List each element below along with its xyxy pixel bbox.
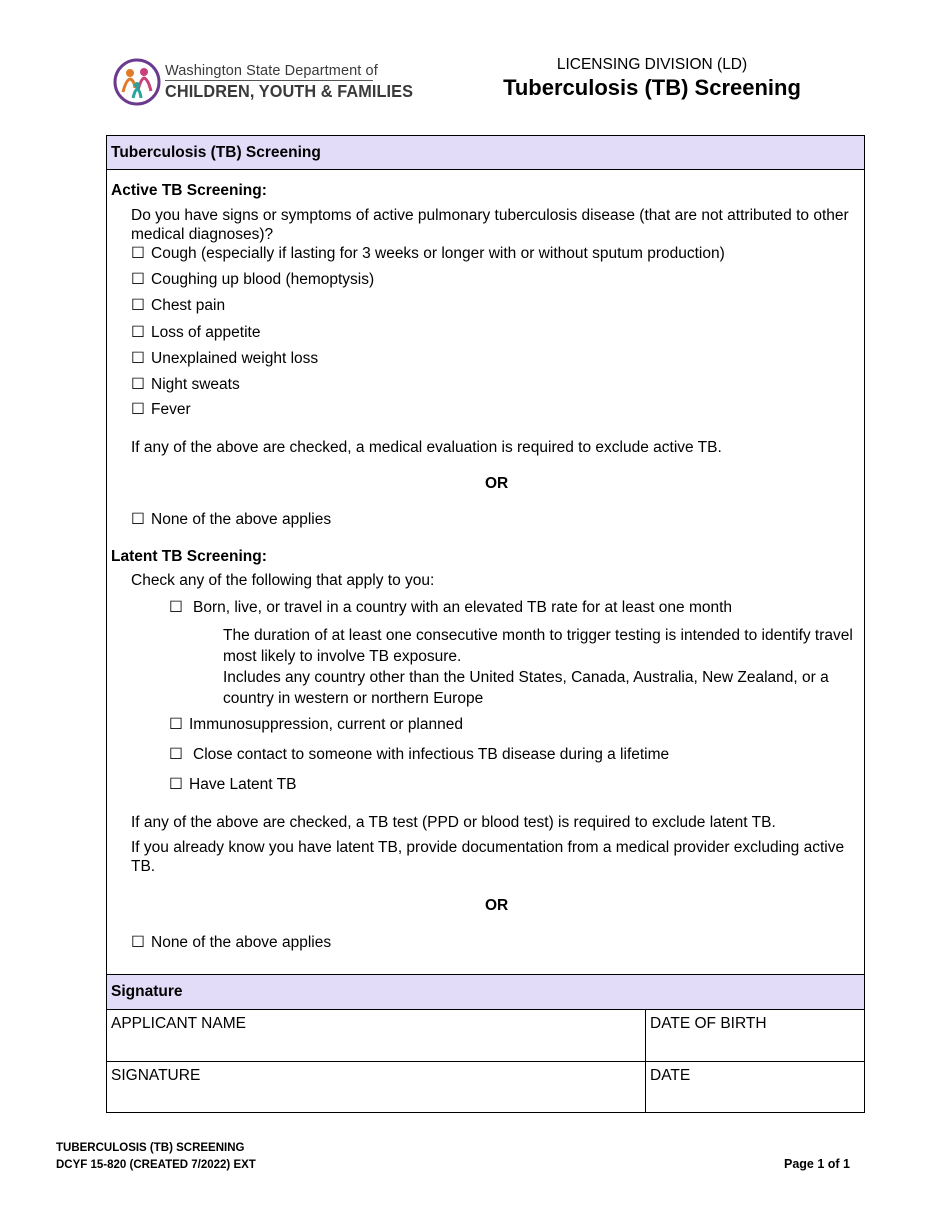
signature-row-1 xyxy=(107,1009,864,1061)
footer-title: TUBERCULOSIS (TB) SCREENING xyxy=(56,1142,245,1154)
active-tb-note: If any of the above are checked, a medical evaluation is required to exclude active TB. xyxy=(131,439,722,456)
division-label: LICENSING DIVISION (LD) xyxy=(556,56,748,73)
checkbox-icon[interactable]: ☐ xyxy=(131,324,145,341)
checkbox-icon[interactable]: ☐ xyxy=(131,401,145,418)
symptom-label: Night sweats xyxy=(151,376,240,393)
footer-form-id xyxy=(56,1140,256,1174)
none-applies-label: None of the above applies xyxy=(151,934,332,951)
country-note-duration: The duration of at least one consecutive month to trigger testing is intended to identify travel most likely to involve TB exposure. xyxy=(223,627,853,665)
checkbox-icon[interactable]: ☐ xyxy=(169,716,183,733)
applicant-name-label: APPLICANT NAME xyxy=(111,1015,246,1032)
logo-agency-name: CHILDREN, YOUTH & FAMILIES xyxy=(165,81,414,101)
date-of-birth-field[interactable] xyxy=(646,1010,864,1061)
checkbox-icon[interactable]: ☐ xyxy=(131,511,145,528)
signature-label: SIGNATURE xyxy=(111,1067,201,1084)
latent-documentation-note: If you already know you have latent TB, provide documentation from a medical provider excluding active TB. xyxy=(131,839,845,875)
checkbox-icon[interactable]: ☐ xyxy=(131,376,145,393)
dcyf-logo xyxy=(113,58,414,106)
signature-row-2 xyxy=(107,1061,864,1113)
symptom-chest-pain[interactable] xyxy=(131,296,225,315)
latent-tb-heading: Latent TB Screening: xyxy=(111,548,267,565)
symptom-label: Coughing up blood (hemoptysis) xyxy=(151,271,375,288)
active-tb-heading: Active TB Screening: xyxy=(111,182,267,199)
symptom-label: Loss of appetite xyxy=(151,324,261,341)
section-header-screening: Tuberculosis (TB) Screening xyxy=(107,136,864,170)
latent-item-label: Have Latent TB xyxy=(189,776,297,793)
latent-item-close-contact[interactable] xyxy=(169,745,669,764)
logo-department-line: Washington State Department of xyxy=(165,62,378,79)
symptom-label: Fever xyxy=(151,401,191,418)
none-applies-label: None of the above applies xyxy=(151,511,332,528)
latent-item-have-latent[interactable] xyxy=(169,775,296,794)
latent-item-immunosuppression[interactable] xyxy=(169,715,463,734)
signature-section xyxy=(107,974,864,1113)
section-header-signature: Signature xyxy=(107,975,864,1009)
or-separator-active: OR xyxy=(485,475,509,492)
symptom-label: Cough (especially if lasting for 3 weeks or longer with or without sputum production) xyxy=(151,245,725,262)
checkbox-icon[interactable]: ☐ xyxy=(131,934,145,951)
checkbox-icon[interactable]: ☐ xyxy=(131,350,145,367)
checkbox-icon[interactable]: ☐ xyxy=(131,297,145,314)
screening-form xyxy=(106,135,865,1113)
latent-item-label: Born, live, or travel in a country with an elevated TB rate for at least one month xyxy=(193,599,733,616)
latent-item-label: Immunosuppression, current or planned xyxy=(189,716,463,733)
date-label: DATE xyxy=(650,1067,691,1084)
latent-item-country[interactable] xyxy=(169,598,732,617)
latent-tb-intro: Check any of the following that apply to you: xyxy=(131,572,435,589)
date-field[interactable] xyxy=(646,1062,864,1113)
footer-form-number: DCYF 15-820 (CREATED 7/2022) EXT xyxy=(56,1159,256,1171)
page-number: Page 1 of 1 xyxy=(784,1157,850,1171)
document-title: Tuberculosis (TB) Screening xyxy=(503,75,801,100)
checkbox-icon[interactable]: ☐ xyxy=(131,271,145,288)
symptom-label: Chest pain xyxy=(151,297,226,314)
document-header xyxy=(452,56,852,101)
latent-item-label: Close contact to someone with infectious TB disease during a lifetime xyxy=(193,746,670,763)
symptom-fever[interactable] xyxy=(131,400,191,419)
dcyf-emblem-icon xyxy=(113,58,161,106)
symptom-night-sweats[interactable] xyxy=(131,375,240,394)
symptom-label: Unexplained weight loss xyxy=(151,350,319,367)
active-none-applies[interactable] xyxy=(131,510,331,529)
active-tb-question: Do you have signs or symptoms of active pulmonary tuberculosis disease (that are not attributed to other medical diagnoses)? xyxy=(131,207,849,243)
checkbox-icon[interactable]: ☐ xyxy=(169,776,183,793)
symptom-hemoptysis[interactable] xyxy=(131,270,374,289)
latent-none-applies[interactable] xyxy=(131,933,331,952)
signature-field[interactable] xyxy=(107,1062,646,1113)
symptom-cough[interactable] xyxy=(131,244,725,263)
latent-tb-note: If any of the above are checked, a TB test (PPD or blood test) is required to exclude latent TB. xyxy=(131,814,776,831)
checkbox-icon[interactable]: ☐ xyxy=(169,746,183,763)
country-note-includes: Includes any country other than the United States, Canada, Australia, New Zealand, or a country in western or northern Europe xyxy=(223,669,829,707)
symptom-weight-loss[interactable] xyxy=(131,349,318,368)
checkbox-icon[interactable]: ☐ xyxy=(131,245,145,262)
date-of-birth-label: DATE OF BIRTH xyxy=(650,1015,767,1032)
symptom-loss-of-appetite[interactable] xyxy=(131,323,260,342)
checkbox-icon[interactable]: ☐ xyxy=(169,599,183,616)
or-separator-latent: OR xyxy=(485,897,509,914)
applicant-name-field[interactable] xyxy=(107,1010,646,1061)
